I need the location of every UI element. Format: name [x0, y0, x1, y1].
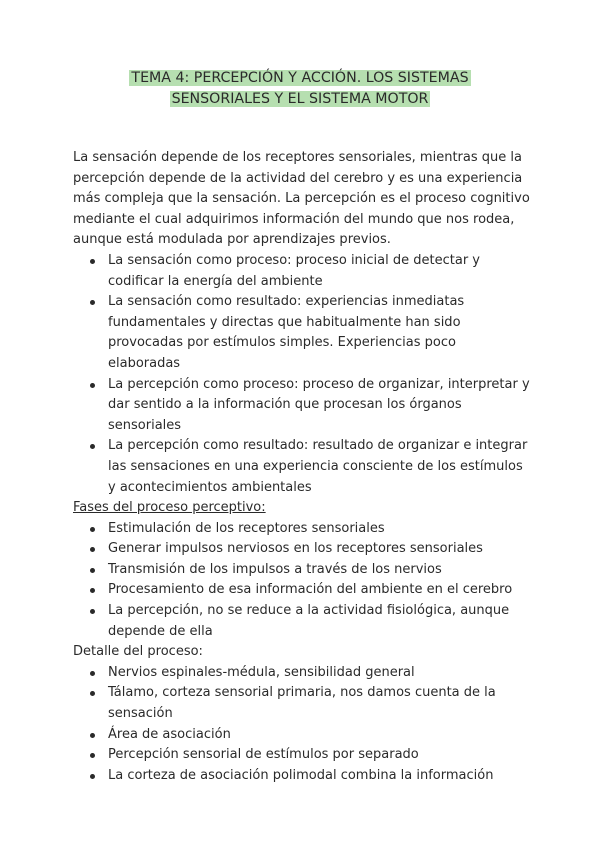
detail-heading: Detalle del proceso: [73, 644, 203, 660]
list-item: La percepción como proceso: proceso de organizar, interpretar y dar sentido a la información que procesan los órganos sensoriales [73, 375, 531, 437]
list-item: La sensación como proceso: proceso inicial de detectar y codificar la energía del ambiente [73, 251, 531, 292]
list-item: Transmisión de los impulsos a través de los nervios [73, 560, 531, 581]
phases-list [73, 519, 531, 643]
list-item: Generar impulsos nerviosos en los receptores sensoriales [73, 539, 531, 560]
list-item: Tálamo, corteza sensorial primaria, nos damos cuenta de la sensación [73, 683, 531, 724]
list-item: Estimulación de los receptores sensoriales [73, 519, 531, 540]
intro-paragraph: La sensación depende de los receptores sensoriales, mientras que la percepción depende de la actividad del cerebro y es una experiencia más compleja que la sensación. La percepción es el proceso cognitivo mediante el cual adquirimos información del mundo que nos rodea, aunque está modulada por aprendizajes previos. [73, 150, 530, 248]
phases-heading: Fases del proceso perceptivo: [73, 500, 266, 516]
list-item: Procesamiento de esa información del ambiente en el cerebro [73, 580, 531, 601]
document-body [73, 148, 531, 786]
list-item: La corteza de asociación polimodal combina la información [73, 766, 531, 787]
list-item: La percepción como resultado: resultado de organizar e integrar las sensaciones en una experiencia consciente de los estímulos y acontecimientos ambientales [73, 436, 531, 498]
title-line-2: SENSORIALES Y EL SISTEMA MOTOR [171, 91, 429, 107]
sensation-perception-list [73, 251, 531, 498]
detail-list [73, 663, 531, 787]
list-item: La percepción, no se reduce a la actividad fisiológica, aunque depende de ella [73, 601, 531, 642]
list-item: La sensación como resultado: experiencias inmediatas fundamentales y directas que habitualmente han sido provocadas por estímulos simples. Experiencias poco elaboradas [73, 292, 531, 374]
document-title [0, 68, 600, 110]
list-item: Área de asociación [73, 725, 531, 746]
title-line-1: TEMA 4: PERCEPCIÓN Y ACCIÓN. LOS SISTEMAS [131, 70, 469, 86]
list-item: Percepción sensorial de estímulos por separado [73, 745, 531, 766]
list-item: Nervios espinales-médula, sensibilidad general [73, 663, 531, 684]
